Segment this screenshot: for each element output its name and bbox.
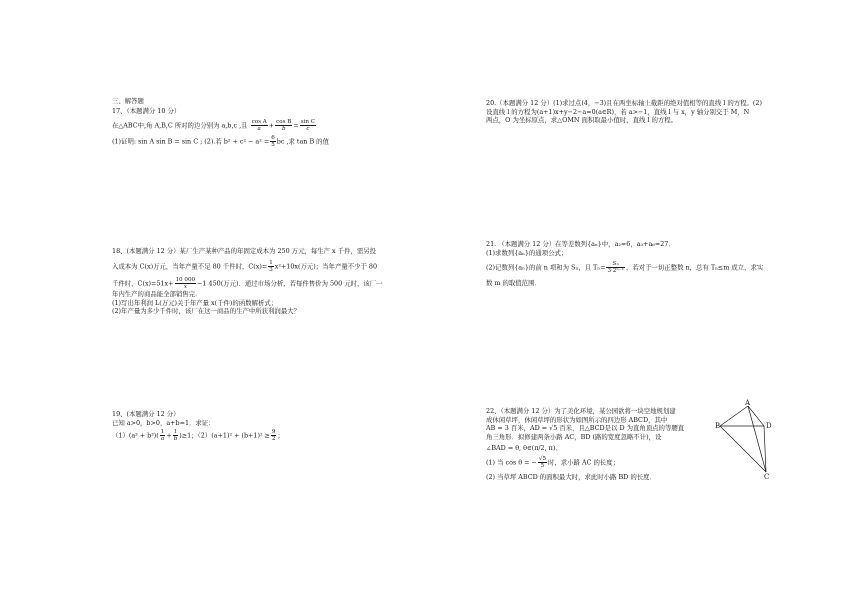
question-17 [112,107,360,148]
question-21 [486,240,794,287]
label-C: C [764,473,770,481]
edge-AB [720,406,748,426]
q17-header: 17、（本题满分 10 分） [112,107,181,115]
q18-frac-1-3: $\frac{1}{3}$ [269,259,273,273]
q22-frac-sqrt5-5: $\frac{√5}{5}$ [538,456,546,470]
question-18 [112,247,383,316]
q22-line1: 22、（本题满分 12 分）为了美化环境，某公园欲将一块空地规划建 [486,407,676,415]
q22-line5: ∠BAD = θ, θ∈(π/2, π)． [486,443,562,452]
q20-line1: 20.（本题满分 12 分）(1)求过点(4，−3)且在两坐标轴上截距的绝对值相等的直线 l 的方程。(2) [486,99,762,107]
label-B: B [715,422,721,430]
q22-interval: (π/2, π) [531,443,556,452]
q22-part2: (2) 当草坪 ABCD 的面积最大时，求此时小路 BD 的长度． [486,473,656,482]
q18-line3: 千件时，C(x)=51x+ $\frac{10 000}{x}$ −1 450(万元)．通过市场分析，若每件售价为 500 元时，该厂一 [112,276,383,291]
edge-AC [748,406,766,472]
q22-line2: 成休闲草坪，休闲草坪的形状为如图所示的四边形 ABCD，其中 [486,415,668,424]
edge-BC [720,426,766,472]
q19-frac-1-b: $\frac{1}{b}$ [173,429,178,443]
section-heading: 三、解答题 [112,97,144,105]
q17-statement: 在△ABC中,角 A,B,C 所对的边分别为 a,b,c ,且 $\frac{\text{cos A}}{a}$ + $\frac{\text{cos B}}{b}$ = $\frac{\text{sin C}}{c}$ [112,118,316,132]
label-D: D [766,422,772,430]
question-20 [486,99,794,125]
label-A: A [745,399,751,407]
q19-header: 19、(本题满分 12 分） [112,410,180,418]
q17-frac-cosA: $\frac{\text{cos A}}{a}$ [251,118,267,132]
q17-frac-cosB: $\frac{\text{cos B}}{b}$ [276,118,292,132]
q18-line2: 入成本为 C(x)万元，当年产量不足 80 千件时，C(x)= $\frac{1}{3}$ x²+10x(万元)；当年产量不少于 80 [112,259,378,273]
q20-line2: 设直线 l 的方程为(a+1)x+y−2−a=0(a∈R)，若 a>−1，直线 l 与 x，y 轴分别交于 M，N [486,107,750,116]
q19-line2: （1）(a³ + b³)( $\frac{1}{a}$ + $\frac{1}{b}$ )≥1；（2）(a+1)² + (b+1)² ≥ $\frac{9}{2}$ ； [112,429,284,443]
q22-part1: (1) 当 cos θ = − $\frac{√5}{5}$ 时，求小路 AC 的长度； [486,456,620,470]
q18-line4: 年内生产的商品能全部销售完． [112,290,202,299]
section-title [112,97,360,106]
q19-line1: 已知 a>0，b>0，a+b=1．求证： [112,418,215,427]
q18-header: 18、(本题满分 12 分）某厂生产某种产品的年固定成本为 250 万元，每生产 x 千件，需另投 [112,247,377,255]
q22-line3: AB = 3 百米，AD = √5 百米，且△BCD是以 D 为直角顶点的等腰直 [486,424,685,433]
q21-line4: 数 m 的取值范围． [486,278,541,287]
q21-line3: (2)记数列{aₙ}的前 n 项和为 Sₙ，且 Tₙ= $\frac{\text{Sₙ}}{\text{3·2ⁿ⁻¹}}$ ，若对于一切正整数 n，总有 Tₙ≤m 成立，求实 [486,261,764,275]
q18-item2: (2)年产量为多少千件时，该厂在这一商品的生产中所获利润最大？ [112,307,300,316]
question-19 [112,410,360,443]
q18-frac-10000-x: $\frac{10 000}{x}$ [175,276,196,291]
q17-line1: 在△ABC中,角 A,B,C 所对的边分别为 a,b,c ,且 [112,121,248,130]
q19-frac-9-2: $\frac{9}{2}$ [271,429,276,443]
q17-frac-6-5: $\frac{6}{5}$ [271,134,275,149]
q21-line1: 21. （本题满分 12 分）在等差数列{aₙ}中，a₂=6，a₃+a₆=27． [486,240,675,248]
q21-line2: (1)求数列{aₙ}的通项公式； [486,248,568,257]
question-22 [486,407,710,482]
q21-frac-Sn: $\frac{\text{Sₙ}}{\text{3·2ⁿ⁻¹}}$ [607,261,624,275]
q19-frac-1-a: $\frac{1}{a}$ [160,429,165,443]
q20-line3: 两点，O 为坐标原点，求△OMN 面积取最小值时，直线 l 的方程。 [486,116,678,125]
quadrilateral-figure [716,400,778,480]
q18-item1: (1)写出年利润 L(万元)关于年产量 x(千件)的函数解析式； [112,298,278,307]
q17-frac-sinC: $\frac{\text{sin C}}{c}$ [300,118,316,132]
q17-parts: (1)证明: sin A sin B = sin C ; (2).若 b² + c² − a² = $\frac{6}{5}$ bc ,求 tan B 的值 [112,134,329,149]
q22-line4: 角三角形．拟修建两条小路 AC，BD (路的宽度忽略不计)，设 [486,432,662,441]
